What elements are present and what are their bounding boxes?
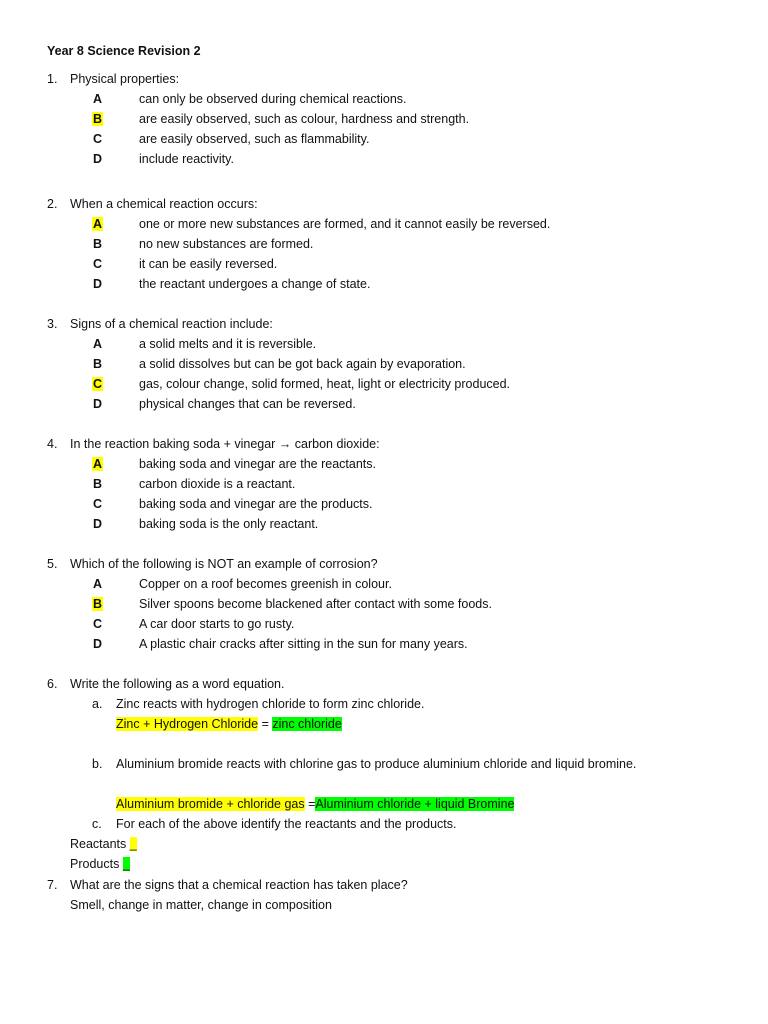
option-letter: C [93,257,103,271]
option-text: baking soda and vinegar are the reactants. [139,457,376,471]
option-text: no new substances are formed. [139,237,314,251]
question-text: Write the following as a word equation. [70,677,285,691]
option-letter: D [93,152,103,166]
option-text: physical changes that can be reversed. [139,397,356,411]
option-2b [92,237,313,251]
option-letter-highlighted: A [93,217,103,231]
option-letter: D [93,277,103,291]
option-letter: C [93,497,103,511]
option-text: a solid dissolves but can be got back again by evaporation. [139,357,466,371]
option-4d [92,517,318,531]
document-title: Year 8 Science Revision 2 [47,44,201,58]
question-6b [92,757,636,771]
option-3d [92,397,356,411]
question-1 [47,72,179,86]
question-number: 4. [47,437,58,451]
question-6a [92,697,424,711]
option-text: carbon dioxide is a reactant. [139,477,296,491]
answer-equals: = [304,797,316,811]
answer-products: Aluminium chloride + liquid Bromine [315,797,515,811]
sub-question-text: Zinc reacts with hydrogen chloride to form zinc chloride. [116,697,425,711]
question-7 [47,878,408,892]
answer-reactants: Zinc + Hydrogen Chloride [116,717,259,731]
option-letter: B [93,237,103,251]
question-text: When a chemical reaction occurs: [70,197,258,211]
option-letter: A [93,577,103,591]
question-6 [47,677,284,691]
option-text: include reactivity. [139,152,234,166]
option-text: are easily observed, such as colour, hardness and strength. [139,112,470,126]
option-1d [92,152,234,166]
products-blank: _ [122,857,130,871]
option-4c [92,497,373,511]
sub-question-label: c. [92,817,102,831]
question-text: Signs of a chemical reaction include: [70,317,273,331]
question-text: Physical properties: [70,72,180,86]
option-1b [92,112,469,126]
option-letter: D [93,517,103,531]
answer-products: zinc chloride [272,717,342,731]
option-letter: D [93,397,103,411]
sub-question-text: Aluminium bromide reacts with chlorine gas to produce aluminium chloride and liquid bromine. [116,757,637,771]
products-label: Products [70,857,123,871]
option-letter: B [93,477,103,491]
option-text: the reactant undergoes a change of state. [139,277,371,291]
option-letter: C [93,132,103,146]
reactants-blank: _ [129,837,137,851]
option-1a [92,92,407,106]
answer-reactants: Aluminium bromide + chloride gas [116,797,305,811]
reactants-label: Reactants [70,837,130,851]
question-5 [47,557,378,571]
option-3a [92,337,316,351]
option-5d [92,637,468,651]
option-text: one or more new substances are formed, and it cannot easily be reversed. [139,217,551,231]
option-text: it can be easily reversed. [139,257,278,271]
option-2c [92,257,277,271]
answer-6b [116,797,514,811]
answer-7: Smell, change in matter, change in composition [70,898,332,912]
question-text: In the reaction baking soda + vinegar → carbon dioxide: [70,437,380,451]
option-letter: A [93,337,103,351]
question-6c [92,817,457,831]
option-5b [92,597,492,611]
question-number: 1. [47,72,58,86]
option-text: baking soda is the only reactant. [139,517,319,531]
option-2a [92,217,550,231]
question-number: 2. [47,197,58,211]
option-4b [92,477,295,491]
option-text: gas, colour change, solid formed, heat, light or electricity produced. [139,377,511,391]
option-text: a solid melts and it is reversible. [139,337,317,351]
option-text: Silver spoons become blackened after contact with some foods. [139,597,492,611]
answer-6a [116,717,342,731]
option-text: Copper on a roof becomes greenish in colour. [139,577,392,591]
option-5c [92,617,294,631]
option-text: A plastic chair cracks after sitting in the sun for many years. [139,637,468,651]
question-2 [47,197,258,211]
answer-equals: = [258,717,273,731]
reactants-line [70,837,137,851]
option-text: are easily observed, such as flammability. [139,132,370,146]
option-3c [92,377,510,391]
question-4 [47,437,380,451]
option-letter: A [93,92,103,106]
question-number: 3. [47,317,58,331]
sub-question-text: For each of the above identify the reactants and the products. [116,817,457,831]
option-text: baking soda and vinegar are the products. [139,497,373,511]
question-number: 6. [47,677,58,691]
option-text: can only be observed during chemical reactions. [139,92,407,106]
option-4a [92,457,376,471]
option-3b [92,357,466,371]
option-letter: D [93,637,103,651]
question-number: 7. [47,878,58,892]
question-text: What are the signs that a chemical reaction has taken place? [70,878,408,892]
option-letter: C [93,617,103,631]
sub-question-label: a. [92,697,103,711]
option-text: A car door starts to go rusty. [139,617,295,631]
products-line [70,857,130,871]
question-text: Which of the following is NOT an example of corrosion? [70,557,378,571]
option-2d [92,277,370,291]
option-5a [92,577,392,591]
option-letter-highlighted: B [93,112,103,126]
option-1c [92,132,369,146]
question-3 [47,317,273,331]
option-letter-highlighted: C [93,377,103,391]
sub-question-label: b. [92,757,103,771]
option-letter: B [93,357,103,371]
option-letter-highlighted: B [93,597,103,611]
question-number: 5. [47,557,58,571]
option-letter-highlighted: A [93,457,103,471]
